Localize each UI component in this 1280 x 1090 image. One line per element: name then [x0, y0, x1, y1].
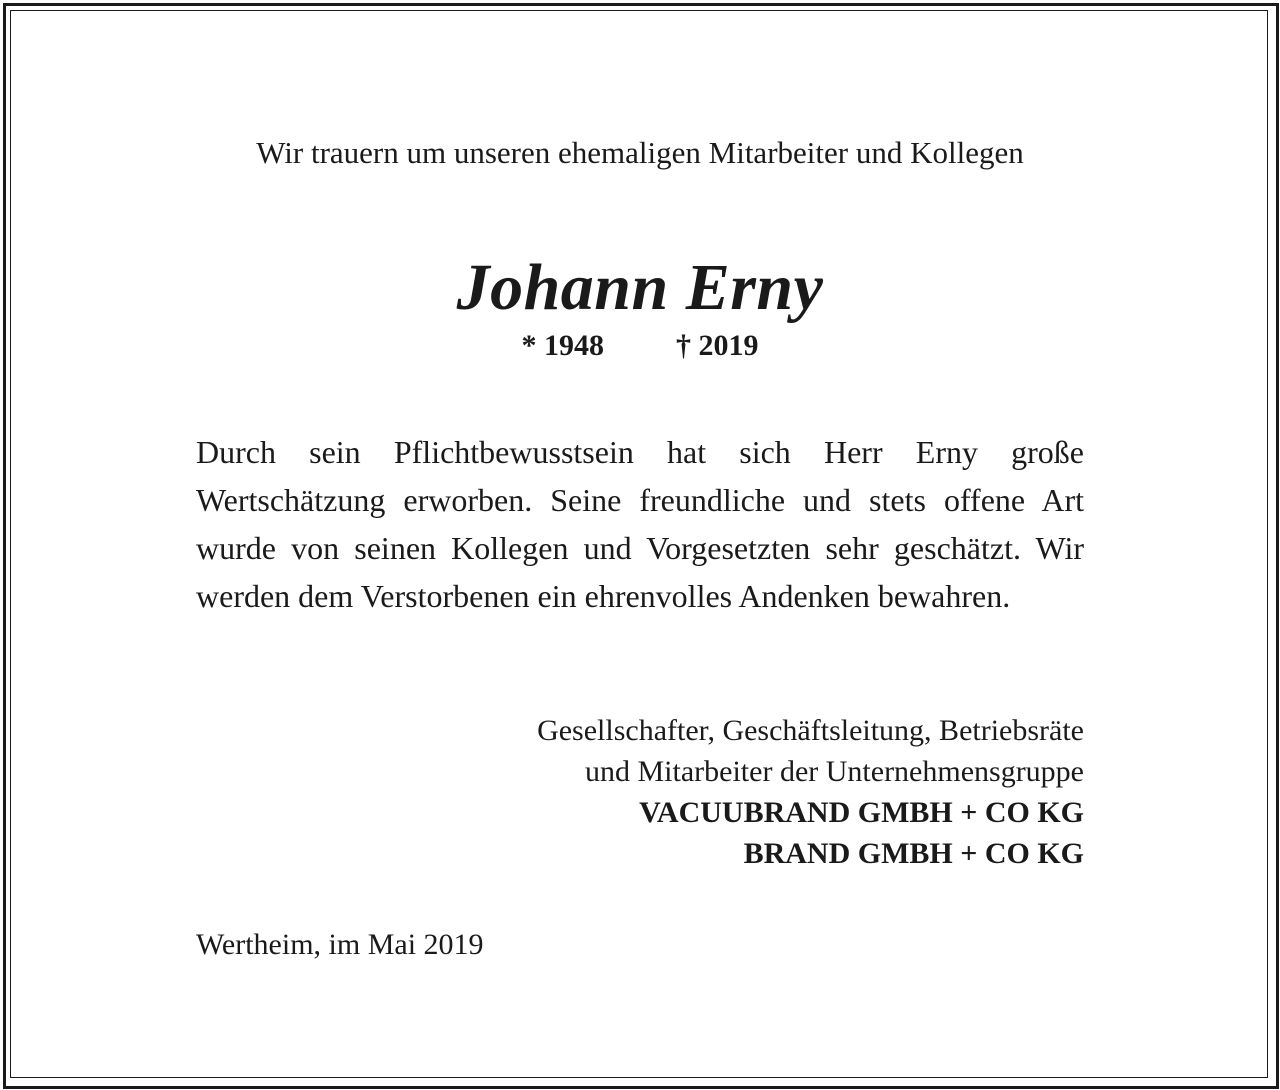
signers-line-2: und Mitarbeiter der Unternehmensgruppe [585, 755, 1084, 788]
birth-year: * 1948 [521, 329, 604, 362]
signers-block [196, 710, 1084, 874]
place-and-date: Wertheim, im Mai 2019 [196, 928, 484, 961]
company-brand: BRAND GMBH + CO KG [743, 837, 1084, 870]
deceased-name: Johann Erny [456, 251, 824, 324]
life-dates [196, 326, 1084, 366]
death-year: † 2019 [676, 329, 759, 362]
company-vacuubrand: VACUUBRAND GMBH + CO KG [639, 796, 1084, 829]
tribute-text: Durch sein Pflichtbewusstsein hat sich Herr Erny große Wertschätzung erworben. Seine freundliche und stets offene Art wurde von seinen Kollegen und Vorgesetzten sehr geschätzt. Wir werden dem Verstorbenen ein ehrenvolles Andenken bewahren. [196, 434, 1084, 614]
intro-line: Wir trauern um unseren ehemaligen Mitarbeiter und Kollegen [256, 135, 1024, 170]
signers-line-1: Gesellschafter, Geschäftsleitung, Betriebsräte [537, 714, 1084, 747]
